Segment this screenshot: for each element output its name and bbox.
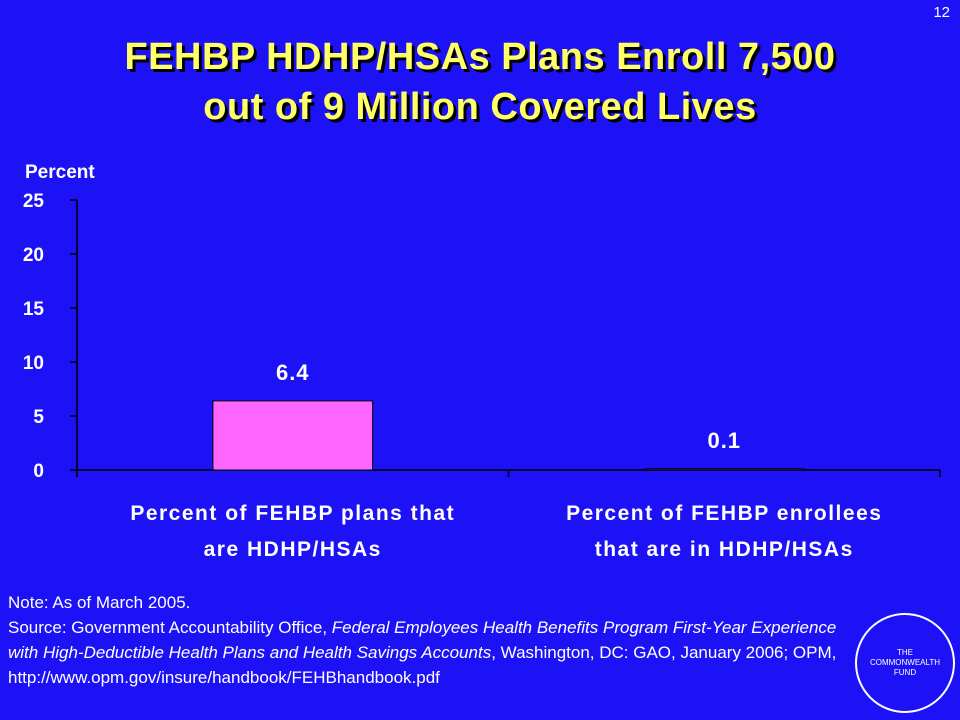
source-note <box>8 590 848 690</box>
x-category-label: Percent of FEHBP enrollees <box>566 502 883 525</box>
commonwealth-fund-logo <box>855 613 955 713</box>
logo-line-3: FUND <box>893 668 917 677</box>
y-tick-label: 5 <box>33 407 44 428</box>
y-tick-label: 0 <box>33 461 44 482</box>
y-tick-label: 15 <box>22 299 44 320</box>
x-category-label: Percent of FEHBP plans that <box>130 502 456 525</box>
data-label: 0.1 <box>707 427 742 453</box>
bar <box>644 469 804 470</box>
note-line: Note: As of March 2005. <box>8 593 191 612</box>
x-category-label: that are in HDHP/HSAs <box>594 538 854 561</box>
bar <box>213 401 373 470</box>
slide-number: 12 <box>933 4 950 21</box>
logo-line-2: COMMONWEALTH <box>869 658 941 667</box>
y-tick-label: 25 <box>22 191 44 212</box>
logo-line-1: THE <box>896 648 913 657</box>
source-suffix: , Washington, DC: GAO, January 2006; OPM, http://www.opm.gov/insure/handbook/FEHBhandbook.pdf <box>8 643 837 687</box>
y-tick-label: 10 <box>22 353 44 374</box>
source-title: Federal Employees Health Benefits Program First-Year Experience with High-Deductible Health Plans and Health Savings Accounts <box>8 618 837 662</box>
title-line-1: FEHBP HDHP/HSAs Plans Enroll 7,500 <box>124 36 836 78</box>
title-line-2: out of 9 Million Covered Lives <box>203 86 757 128</box>
y-tick-label: 20 <box>22 245 44 266</box>
source-prefix: Source: Government Accountability Office, <box>8 618 332 637</box>
data-label: 6.4 <box>275 359 310 385</box>
x-category-label: are HDHP/HSAs <box>203 538 382 561</box>
y-axis-label: Percent <box>25 162 95 183</box>
source-line <box>8 615 848 690</box>
